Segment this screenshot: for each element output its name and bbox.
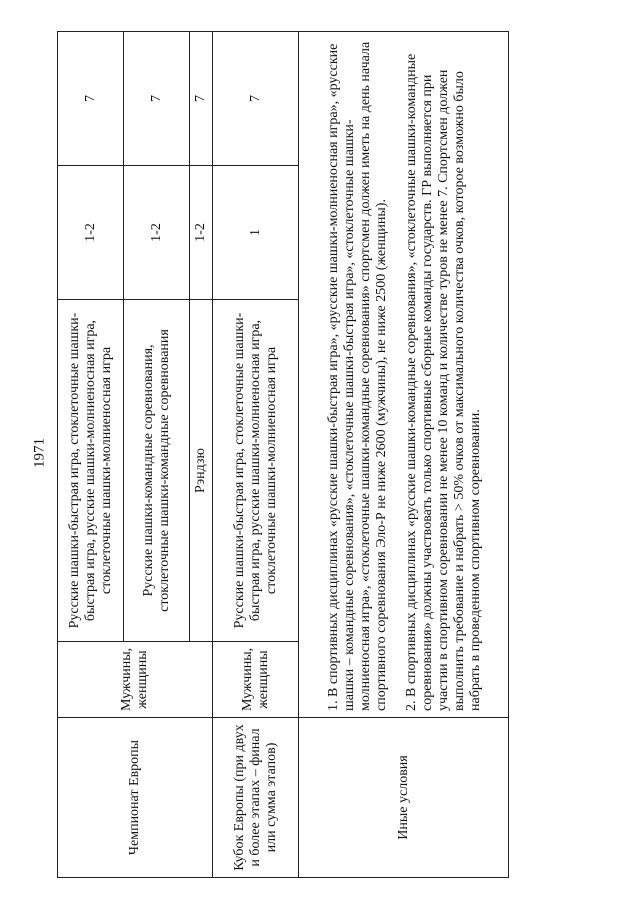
places-cell: 1-2	[190, 166, 213, 300]
discipline-cell: Рэндзю	[190, 300, 213, 642]
age-cell: 7	[124, 32, 190, 166]
places-cell: 1-2	[124, 166, 190, 300]
conditions-label: Иные условия	[299, 718, 509, 878]
places-cell: 1	[213, 166, 299, 300]
classification-table	[57, 31, 509, 878]
table-row	[213, 32, 299, 878]
gender-cell: Мужчины, женщины	[213, 642, 299, 718]
page-number: 1971	[31, 438, 48, 468]
table-row	[299, 32, 509, 878]
rotated-page-content	[57, 32, 512, 878]
places-cell: 1-2	[58, 166, 124, 300]
age-cell: 7	[213, 32, 299, 166]
conditions-text	[299, 32, 509, 718]
age-cell: 7	[58, 32, 124, 166]
competition-cell: Чемпионат Европы	[58, 718, 213, 878]
gender-cell: Мужчины, женщины	[58, 642, 213, 718]
table-row	[58, 32, 124, 878]
discipline-cell: Русские шашки-командные соревнования, стоклеточные шашки-командные соревнования	[124, 300, 190, 642]
discipline-cell: Русские шашки-быстрая игра, стоклеточные шашки-быстрая игра, русские шашки-молниеносная игра, стоклеточные шашки-молниеносная игра	[58, 300, 124, 642]
condition-item: 2. В спортивных дисциплинах «русские шашки-командные соревнования», «стоклеточные шашки-командные соревнования» должны участвовать только спортивные сборные команды государств. ГР выполняется при участии в спортивном соревновании не менее 10 команд и количестве туров не менее 7. Спортсмен должен выполнить требование и набрать > 50% очков от максимального количества очков, которое возможно было набрать в проведенном спортивном соревновании.	[403, 53, 483, 711]
competition-cell: Кубок Европы (при двух и более этапах – финал или сумма этапов)	[213, 718, 299, 878]
age-cell: 7	[190, 32, 213, 166]
discipline-cell: Русские шашки-быстрая игра, стоклеточные шашки-быстрая игра, русские шашки-молниеносная игра, стоклеточные шашки-молниеносная игра	[213, 300, 299, 642]
condition-item: 1. В спортивных дисциплинах «русские шашки-быстрая игра», «русские шашки-молниеносная игра», «русские шашки – командные соревнования», «стоклеточные шашки-быстрая игра», «стоклеточные шашки-молниеносная игра», «стоклеточные шашки-командные соревнования» спортсмен должен иметь на день начала спортивного соревнования Эло-Р не ниже 2600 (мужчины), не ниже 2500 (женщины).	[325, 41, 389, 711]
